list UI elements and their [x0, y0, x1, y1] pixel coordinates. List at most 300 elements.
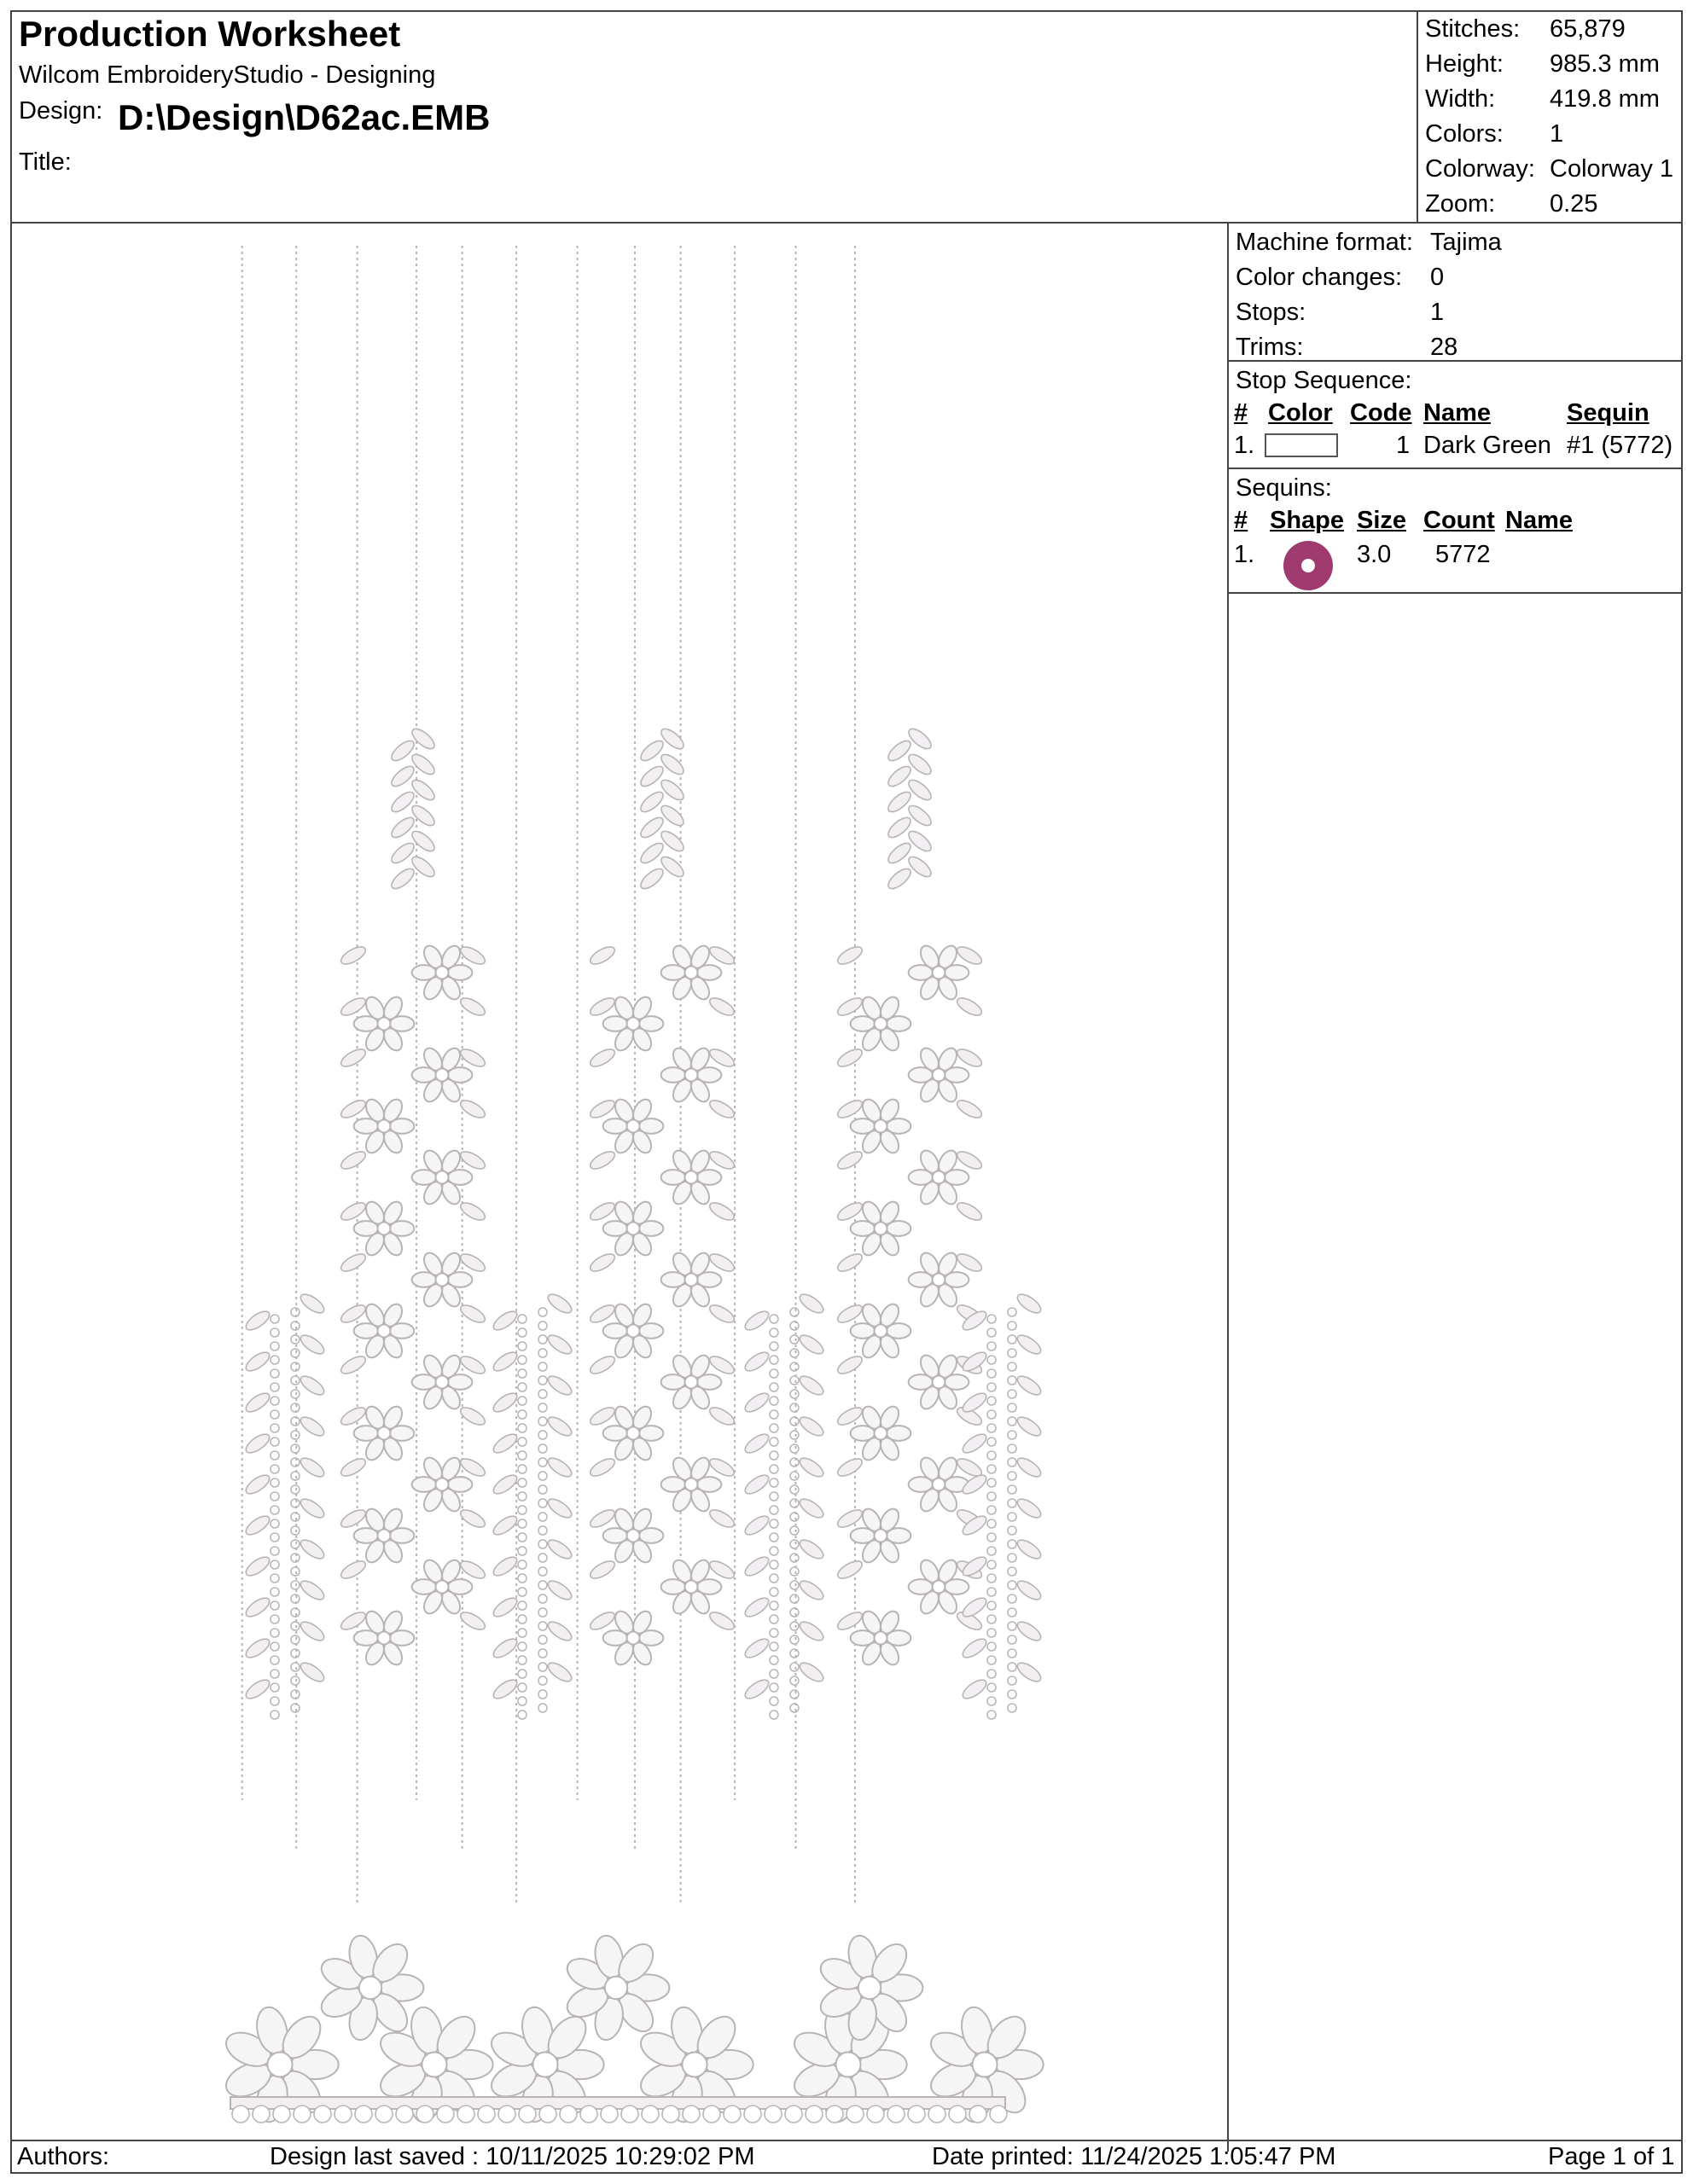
- scallop: [928, 2106, 945, 2123]
- scallop: [806, 2106, 823, 2123]
- stitch-dot: [538, 1499, 547, 1507]
- row-key: Color changes:: [1236, 264, 1403, 291]
- col-header-name: Name: [1505, 507, 1573, 534]
- stitch-dot: [271, 1478, 279, 1487]
- stitch-dot: [790, 1622, 799, 1630]
- stitch-dot: [987, 1588, 996, 1596]
- stitch-dot: [291, 1581, 300, 1589]
- leaf-motif: [835, 1455, 865, 1479]
- leaf-motif: [637, 865, 666, 892]
- leaf-motif: [339, 1251, 369, 1275]
- leaf-motif: [339, 1609, 369, 1633]
- stitch-dot: [1008, 1403, 1016, 1412]
- leaf-motif: [545, 1577, 574, 1603]
- stitch-dot: [271, 1451, 279, 1460]
- leaf-motif: [458, 1097, 488, 1121]
- leaf-motif: [243, 1513, 272, 1538]
- stitch-dot: [291, 1390, 300, 1398]
- stitch-dot: [790, 1349, 799, 1357]
- stitch-dot: [518, 1656, 527, 1664]
- leaf-motif: [797, 1536, 826, 1562]
- stitch-dot: [987, 1615, 996, 1623]
- design-label: Design:: [19, 97, 103, 125]
- design-stats: [1417, 12, 1681, 222]
- leaf-motif: [707, 1609, 737, 1633]
- leaf-motif: [955, 1097, 985, 1121]
- stitch-dot: [1008, 1649, 1016, 1658]
- stitch-dot: [518, 1438, 527, 1446]
- leaf-motif: [835, 944, 865, 967]
- stitch-dot: [291, 1349, 300, 1357]
- scallop: [457, 2106, 474, 2123]
- embroidery-design-image: [12, 222, 1225, 2138]
- stat-value: 419.8 mm: [1550, 85, 1660, 113]
- stitch-dot: [987, 1711, 996, 1719]
- stitch-dot: [291, 1663, 300, 1671]
- stitch-dot: [770, 1519, 778, 1528]
- stitch-dot: [1008, 1594, 1016, 1603]
- stitch-dot: [291, 1403, 300, 1412]
- page-title: Production Worksheet: [19, 14, 401, 54]
- leaf-motif: [243, 1594, 272, 1620]
- leaf-motif: [835, 1404, 865, 1428]
- stitch-dot: [518, 1342, 527, 1350]
- scallop: [662, 2106, 679, 2123]
- leaf-motif: [707, 1507, 737, 1531]
- stitch-dot: [790, 1567, 799, 1576]
- stitch-dot: [1008, 1472, 1016, 1480]
- stitch-dot: [790, 1581, 799, 1589]
- leaf-motif: [588, 1199, 618, 1223]
- leaf-motif: [588, 1609, 618, 1633]
- leaf-motif: [588, 944, 618, 967]
- stitch-dot: [1008, 1444, 1016, 1453]
- scallop: [785, 2106, 802, 2123]
- leaf-motif: [707, 1558, 737, 1582]
- stitch-dot: [538, 1608, 547, 1617]
- stitch-dot: [770, 1451, 778, 1460]
- stitch-dot: [1008, 1499, 1016, 1507]
- stat-key: Colorway:: [1425, 155, 1535, 183]
- stitch-dot: [770, 1410, 778, 1419]
- leaf-motif: [298, 1618, 327, 1644]
- stitch-dot: [518, 1601, 527, 1610]
- stitch-dot: [271, 1315, 279, 1323]
- leaf-motif: [955, 1251, 985, 1275]
- stitch-dot: [518, 1711, 527, 1719]
- stitch-dot: [538, 1485, 547, 1494]
- scallop: [703, 2106, 720, 2123]
- leaf-motif: [339, 1199, 369, 1223]
- stitch-dot: [291, 1362, 300, 1371]
- stitch-dot: [271, 1670, 279, 1678]
- stitch-dot: [1008, 1513, 1016, 1521]
- stitch-dot: [538, 1458, 547, 1467]
- stitch-dot: [770, 1547, 778, 1555]
- leaf-motif: [545, 1618, 574, 1644]
- stitch-dot: [518, 1424, 527, 1432]
- stitch-dot: [1008, 1321, 1016, 1330]
- row-value: 28: [1430, 334, 1458, 361]
- date-printed: Date printed: 11/24/2025 1:05:47 PM: [932, 2143, 1336, 2170]
- stitch-dot: [291, 1308, 300, 1316]
- stat-value: 0.25: [1550, 190, 1598, 218]
- stitch-dot: [770, 1328, 778, 1337]
- stitch-dot: [1008, 1335, 1016, 1344]
- scallop: [580, 2106, 597, 2123]
- sequins-section: [1229, 469, 1681, 594]
- stitch-dot: [770, 1369, 778, 1378]
- col-header-count: Count: [1423, 507, 1495, 534]
- stitch-dot: [291, 1608, 300, 1617]
- stitch-dot: [538, 1403, 547, 1412]
- leaf-motif: [491, 1390, 520, 1415]
- stitch-dot: [770, 1478, 778, 1487]
- stitch-dot: [291, 1649, 300, 1658]
- stitch-dot: [987, 1574, 996, 1583]
- stitch-dot: [987, 1356, 996, 1364]
- leaf-motif: [885, 865, 914, 892]
- stitch-dot: [538, 1362, 547, 1371]
- leaf-motif: [339, 995, 369, 1019]
- stitch-dot: [518, 1574, 527, 1583]
- stitch-dot: [291, 1335, 300, 1344]
- stitch-dot: [790, 1335, 799, 1344]
- leaf-motif: [707, 1148, 737, 1172]
- stitch-dot: [1008, 1390, 1016, 1398]
- leaf-motif: [298, 1496, 327, 1521]
- leaf-motif: [458, 1353, 488, 1377]
- leaf-motif: [339, 1046, 369, 1070]
- stitch-dot: [790, 1472, 799, 1480]
- leaf-motif: [588, 1455, 618, 1479]
- stitch-dot: [291, 1499, 300, 1507]
- leaf-motif: [298, 1536, 327, 1562]
- stitch-dot: [291, 1567, 300, 1576]
- flower-motif: [317, 1933, 423, 2043]
- stitch-dot: [518, 1465, 527, 1473]
- stitch-dot: [538, 1431, 547, 1439]
- stitch-dot: [987, 1697, 996, 1705]
- leaf-motif: [742, 1390, 771, 1415]
- stitch-dot: [1008, 1690, 1016, 1699]
- leaf-motif: [797, 1659, 826, 1685]
- software-name: Wilcom EmbroideryStudio - Designing: [19, 61, 436, 89]
- stitch-dot: [271, 1601, 279, 1610]
- stitch-dot: [790, 1649, 799, 1658]
- scallop: [642, 2106, 659, 2123]
- leaf-motif: [458, 1507, 488, 1531]
- stitch-dot: [271, 1492, 279, 1501]
- stat-colorway: [1418, 155, 1681, 190]
- leaf-motif: [545, 1414, 574, 1439]
- leaf-motif: [545, 1455, 574, 1480]
- stitch-dot: [987, 1465, 996, 1473]
- scallop: [826, 2106, 843, 2123]
- stitch-dot: [538, 1390, 547, 1398]
- stitch-dot: [271, 1383, 279, 1391]
- leaf-motif: [545, 1373, 574, 1398]
- stitch-dot: [518, 1356, 527, 1364]
- sequin-row-num: 1.: [1234, 541, 1255, 568]
- stitch-dot: [987, 1656, 996, 1664]
- leaf-motif: [339, 1404, 369, 1428]
- stat-value: 1: [1550, 120, 1564, 148]
- stitch-dot: [987, 1683, 996, 1692]
- sequins-title: Sequins:: [1236, 474, 1332, 502]
- leaf-motif: [707, 944, 737, 967]
- col-header-num: #: [1234, 507, 1248, 534]
- stitch-dot: [1008, 1554, 1016, 1562]
- leaf-motif: [835, 1302, 865, 1326]
- stitch-dot: [987, 1670, 996, 1678]
- stitch-dot: [538, 1676, 547, 1685]
- leaf-motif: [1015, 1373, 1044, 1398]
- leaf-motif: [1015, 1659, 1044, 1685]
- leaf-motif: [458, 1148, 488, 1172]
- stitch-dot: [518, 1410, 527, 1419]
- leaf-motif: [1015, 1496, 1044, 1521]
- scallop: [294, 2106, 311, 2123]
- stat-key: Zoom:: [1425, 190, 1496, 218]
- leaf-motif: [960, 1594, 989, 1620]
- leaf-motif: [339, 944, 369, 967]
- stitch-dot: [790, 1704, 799, 1712]
- leaf-motif: [707, 1046, 737, 1070]
- stat-width: [1418, 85, 1681, 120]
- leaf-motif: [742, 1349, 771, 1374]
- stitch-dot: [770, 1506, 778, 1514]
- stitch-dot: [987, 1506, 996, 1514]
- stitch-dot: [1008, 1608, 1016, 1617]
- stitch-dot: [538, 1444, 547, 1453]
- stitch-dot: [538, 1376, 547, 1385]
- leaf-motif: [298, 1414, 327, 1439]
- leaf-motif: [960, 1431, 989, 1456]
- stitch-dot: [987, 1397, 996, 1405]
- scallop: [724, 2106, 741, 2123]
- stat-value: 65,879: [1550, 15, 1626, 43]
- stitch-dot: [1008, 1458, 1016, 1467]
- stitch-dot: [1008, 1635, 1016, 1644]
- stitch-dot: [1008, 1376, 1016, 1385]
- row-value: Tajima: [1430, 229, 1502, 256]
- stitch-dot: [770, 1615, 778, 1623]
- stitch-dot: [538, 1513, 547, 1521]
- stat-stitches: [1418, 15, 1681, 50]
- stitch-dot: [770, 1697, 778, 1705]
- leaf-motif: [835, 1046, 865, 1070]
- stitch-dot: [291, 1676, 300, 1685]
- stitch-dot: [790, 1403, 799, 1412]
- stitch-dot: [770, 1438, 778, 1446]
- leaf-motif: [707, 1199, 737, 1223]
- leaf-motif: [298, 1291, 327, 1316]
- stitch-dot: [987, 1342, 996, 1350]
- design-path: D:\Design\D62ac.EMB: [118, 97, 491, 137]
- stitch-dot: [518, 1506, 527, 1514]
- leaf-motif: [545, 1291, 574, 1316]
- stitch-dot: [790, 1308, 799, 1316]
- leaf-motif: [243, 1635, 272, 1661]
- stat-key: Height:: [1425, 50, 1504, 78]
- leaf-motif: [797, 1455, 826, 1480]
- leaf-motif: [243, 1554, 272, 1579]
- col-header-size: Size: [1357, 507, 1407, 534]
- stitch-dot: [987, 1315, 996, 1323]
- stop-sequence-title: Stop Sequence:: [1236, 367, 1412, 394]
- machine-section: [1229, 222, 1681, 362]
- stitch-dot: [538, 1321, 547, 1330]
- leaf-motif: [707, 1251, 737, 1275]
- leaf-motif: [955, 944, 985, 967]
- stitch-dot: [770, 1342, 778, 1350]
- stitch-dot: [790, 1499, 799, 1507]
- row-key: Machine format:: [1236, 229, 1413, 256]
- sequin-row-size: 3.0: [1357, 541, 1392, 568]
- stitch-dot: [987, 1424, 996, 1432]
- stitch-dot: [987, 1601, 996, 1610]
- leaf-motif: [491, 1349, 520, 1374]
- stitch-dot: [291, 1526, 300, 1535]
- leaf-motif: [458, 1455, 488, 1479]
- leaf-motif: [491, 1554, 520, 1579]
- scallop: [867, 2106, 884, 2123]
- stitch-dot: [291, 1635, 300, 1644]
- leaf-motif: [742, 1431, 771, 1456]
- stitch-dot: [271, 1438, 279, 1446]
- leaf-motif: [960, 1676, 989, 1702]
- stitch-dot: [1008, 1704, 1016, 1712]
- leaf-motif: [339, 1558, 369, 1582]
- page-number: Page 1 of 1: [1548, 2143, 1675, 2170]
- stat-colors: [1418, 120, 1681, 155]
- scallop: [969, 2106, 986, 2123]
- stitch-dot: [770, 1683, 778, 1692]
- scallop: [846, 2106, 864, 2123]
- scallop: [519, 2106, 536, 2123]
- stat-value: Colorway 1: [1550, 155, 1674, 183]
- leaf-motif: [339, 1507, 369, 1531]
- stitch-dot: [291, 1321, 300, 1330]
- stitch-dot: [291, 1485, 300, 1494]
- stitch-dot: [987, 1642, 996, 1651]
- stitch-dot: [271, 1574, 279, 1583]
- leaf-motif: [955, 1148, 985, 1172]
- scallop: [314, 2106, 331, 2123]
- leaf-motif: [707, 1353, 737, 1377]
- stitch-dot: [291, 1540, 300, 1548]
- stitch-dot: [790, 1444, 799, 1453]
- scallop: [396, 2106, 413, 2123]
- authors-label: Authors:: [17, 2143, 109, 2170]
- stitch-dot: [790, 1676, 799, 1685]
- stitch-dot: [518, 1560, 527, 1569]
- leaf-motif: [491, 1513, 520, 1538]
- stitch-dot: [770, 1670, 778, 1678]
- stitch-dot: [518, 1328, 527, 1337]
- stitch-dot: [538, 1335, 547, 1344]
- leaf-motif: [960, 1390, 989, 1415]
- leaf-motif: [742, 1472, 771, 1497]
- leaf-motif: [835, 1609, 865, 1633]
- stitch-dot: [538, 1690, 547, 1699]
- stat-zoom: [1418, 190, 1681, 225]
- stitch-dot: [291, 1622, 300, 1630]
- leaf-motif: [491, 1594, 520, 1620]
- stitch-dot: [538, 1649, 547, 1658]
- stitch-dot: [770, 1533, 778, 1542]
- leaf-motif: [707, 995, 737, 1019]
- stitch-dot: [291, 1704, 300, 1712]
- stitch-dot: [291, 1444, 300, 1453]
- stitch-dot: [1008, 1567, 1016, 1576]
- leaf-motif: [339, 1302, 369, 1326]
- stitch-dot: [271, 1397, 279, 1405]
- stitch-dot: [790, 1690, 799, 1699]
- leaf-motif: [339, 1148, 369, 1172]
- stitch-dot: [790, 1663, 799, 1671]
- leaf-motif: [707, 1455, 737, 1479]
- scallop: [908, 2106, 925, 2123]
- stitch-dot: [291, 1472, 300, 1480]
- sequin-row-count: 5772: [1435, 541, 1491, 568]
- stitch-dot: [518, 1451, 527, 1460]
- leaf-motif: [835, 1507, 865, 1531]
- stitch-dot: [1008, 1349, 1016, 1357]
- stitch-dot: [518, 1519, 527, 1528]
- stitch-dot: [271, 1424, 279, 1432]
- worksheet-header: [12, 12, 1681, 224]
- leaf-motif: [588, 1353, 618, 1377]
- machine-format-row: [1229, 227, 1681, 262]
- col-header-name: Name: [1423, 399, 1491, 427]
- leaf-motif: [742, 1594, 771, 1620]
- stitch-dot: [790, 1554, 799, 1562]
- leaf-motif: [797, 1414, 826, 1439]
- stitch-dot: [271, 1356, 279, 1364]
- stitch-dot: [1008, 1485, 1016, 1494]
- stitch-dot: [1008, 1663, 1016, 1671]
- stitch-dot: [518, 1642, 527, 1651]
- leaf-motif: [742, 1554, 771, 1579]
- stitch-dot: [987, 1629, 996, 1637]
- leaf-motif: [707, 1097, 737, 1121]
- stat-key: Colors:: [1425, 120, 1504, 148]
- stitch-dot: [790, 1608, 799, 1617]
- sequin-circle-icon: [1282, 539, 1335, 592]
- leaf-motif: [243, 1349, 272, 1374]
- scallop: [253, 2106, 270, 2123]
- color-changes-row: [1229, 262, 1681, 297]
- stitch-dot: [518, 1670, 527, 1678]
- stitch-dot: [518, 1315, 527, 1323]
- stitch-dot: [770, 1397, 778, 1405]
- stitch-dot: [790, 1417, 799, 1426]
- stitch-dot: [987, 1410, 996, 1419]
- stitch-dot: [538, 1554, 547, 1562]
- stitch-dot: [1008, 1431, 1016, 1439]
- stitch-dot: [790, 1526, 799, 1535]
- leaf-motif: [797, 1618, 826, 1644]
- leaf-motif: [243, 1472, 272, 1497]
- stitch-dot: [538, 1526, 547, 1535]
- stitch-dot: [770, 1424, 778, 1432]
- leaf-motif: [298, 1659, 327, 1685]
- thread-color-swatch: [1265, 433, 1338, 457]
- stitch-dot: [790, 1485, 799, 1494]
- stitch-dot: [518, 1697, 527, 1705]
